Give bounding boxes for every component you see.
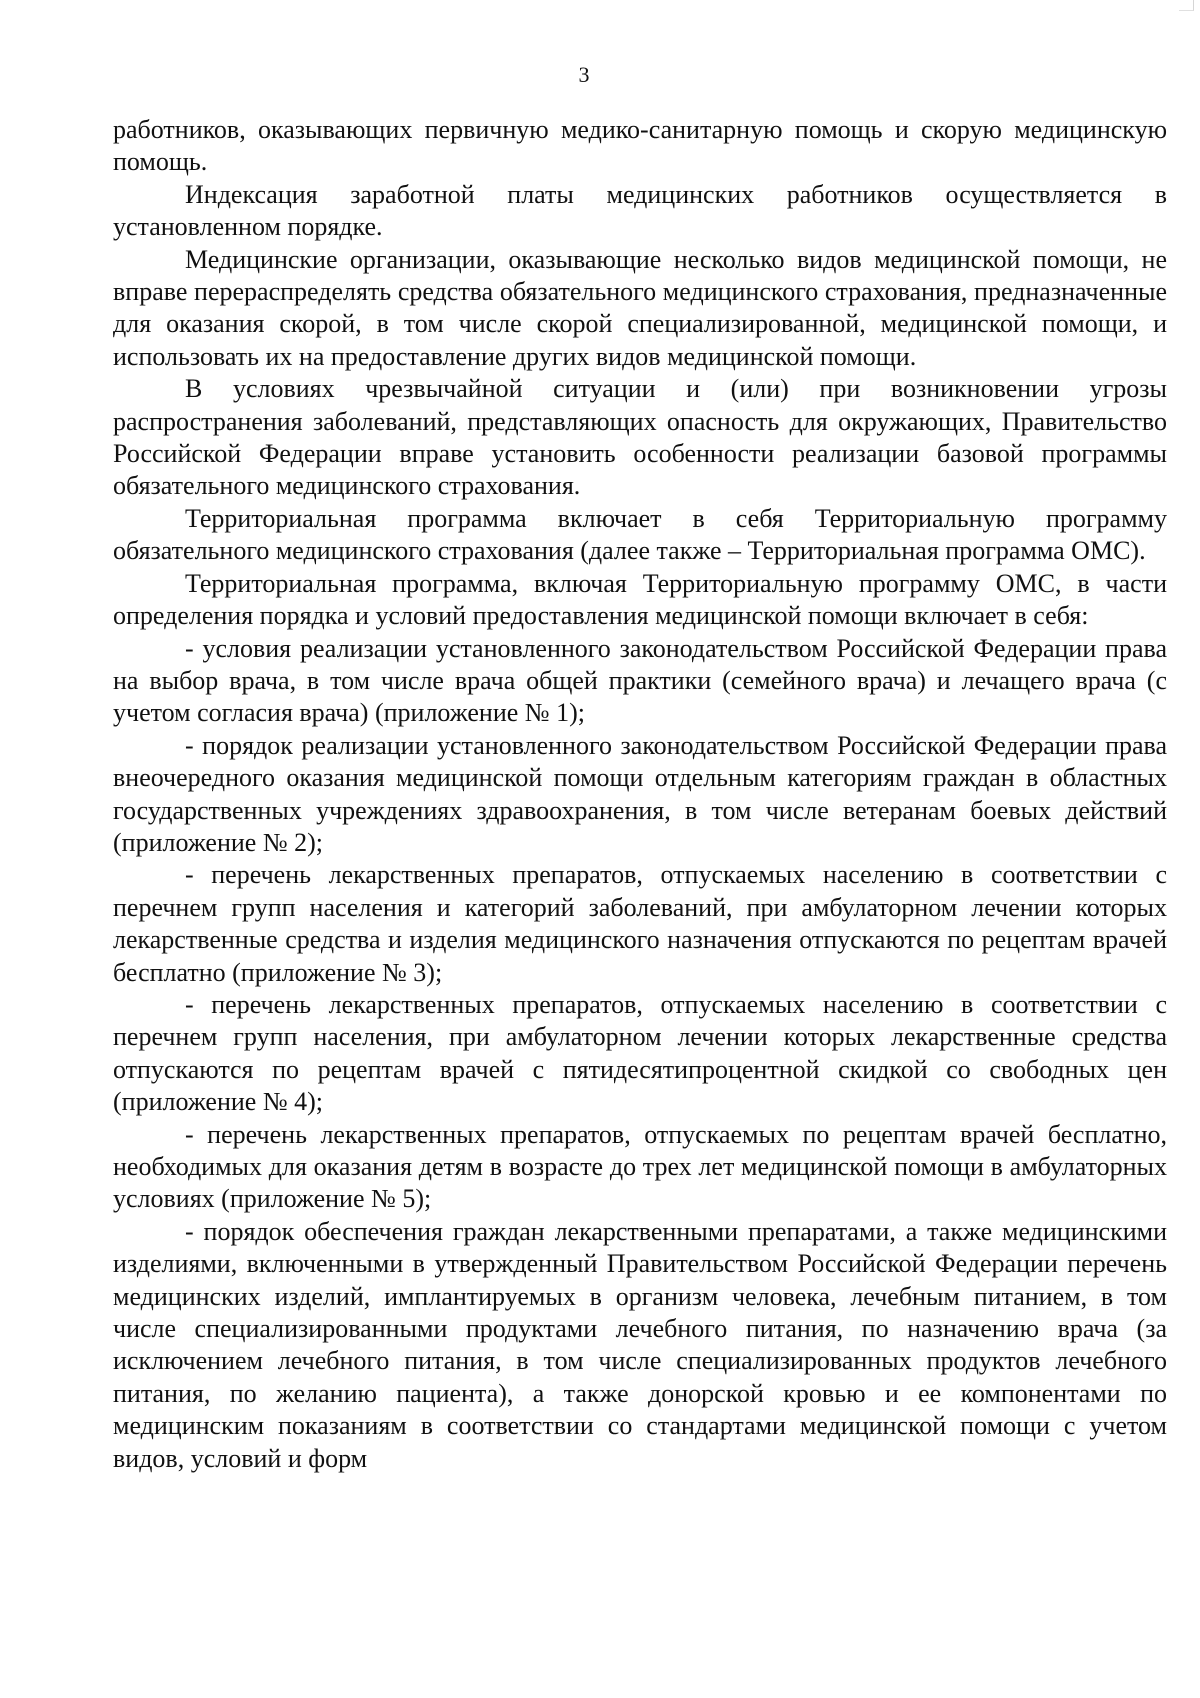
paragraph-medical-organizations: Медицинские организации, оказывающие несколько видов медицинской помощи, не вправе перераспределять средства обязательного медицинского страхования, предназначенные для оказания скорой, в том числе скорой специализированной, медицинской помощи, и использовать их на предоставление других видов медицинской помощи. — [113, 244, 1167, 371]
page-number: 3 — [578, 62, 590, 87]
list-item-appendix-3: - перечень лекарственных препаратов, отпускаемых населению в соответствии с перечнем групп населения и категорий заболеваний, при амбулаторном лечении которых лекарственные средства и изделия медицинского назначения отпускаются по рецептам врачей бесплатно (приложение № 3); — [113, 860, 1167, 987]
list-item-appendix-4: - перечень лекарственных препаратов, отпускаемых населению в соответствии с перечнем групп населения, при амбулаторном лечении которых лекарственные средства отпускаются по рецептам врачей с пятидесятипроцентной скидкой со свободных цен (приложение № 4); — [113, 989, 1167, 1117]
list-item-appendix-5: - перечень лекарственных препаратов, отпускаемых по рецептам врачей бесплатно, необходимых для оказания детям в возрасте до трех лет медицинской помощи в амбулаторных условиях (приложение № 5); — [113, 1119, 1167, 1214]
paragraph-emergency-situation: В условиях чрезвычайной ситуации и (или) при возникновении угрозы распространения заболеваний, представляющих опасность для окружающих, Правительство Российской Федерации вправе установить особенности реализации базовой программы обязательного медицинского страхования. — [113, 374, 1167, 501]
paragraph-program-includes: Территориальная программа, включая Территориальную программу ОМС, в части определения порядка и условий предоставления медицинской помощи включает в себя: — [113, 568, 1167, 631]
scan-corner-mark — [1179, 0, 1194, 11]
document-body — [113, 114, 1167, 1475]
list-item-appendix-2: - порядок реализации установленного законодательством Российской Федерации права внеочередного оказания медицинской помощи отдельным категориям граждан в областных государственных учреждениях здравоохранения, в том числе ветеранам боевых действий (приложение № 2); — [113, 730, 1167, 857]
paragraph-continuation: работников, оказывающих первичную медико-санитарную помощь и скорую медицинскую помощь. — [113, 115, 1167, 177]
paragraph-salary-indexation: Индексация заработной платы медицинских работников осуществляется в установленном порядке. — [113, 179, 1167, 242]
list-item-provision-order: - порядок обеспечения граждан лекарственными препаратами, а также медицинскими изделиями, включенными в утвержденный Правительством Российской Федерации перечень медицинских изделий, имплантируемых в организм человека, лечебным питанием, в том числе специализированными продуктами лечебного питания, по назначению врача (за исключением лечебного питания, в том числе специализированных продуктов лечебного питания, по желанию пациента), а также донорской кровью и ее компонентами по медицинским показаниям в соответствии со стандартами медицинской помощи с учетом видов, условий и форм — [113, 1216, 1167, 1473]
list-item-appendix-1: - условия реализации установленного законодательством Российской Федерации права на выбор врача, в том числе врача общей практики (семейного врача) и лечащего врача (с учетом согласия врача) (приложение № 1); — [113, 633, 1167, 728]
paragraph-territorial-program: Территориальная программа включает в себя Территориальную программу обязательного медицинского страхования (далее также – Территориальная программа ОМС). — [113, 503, 1167, 566]
